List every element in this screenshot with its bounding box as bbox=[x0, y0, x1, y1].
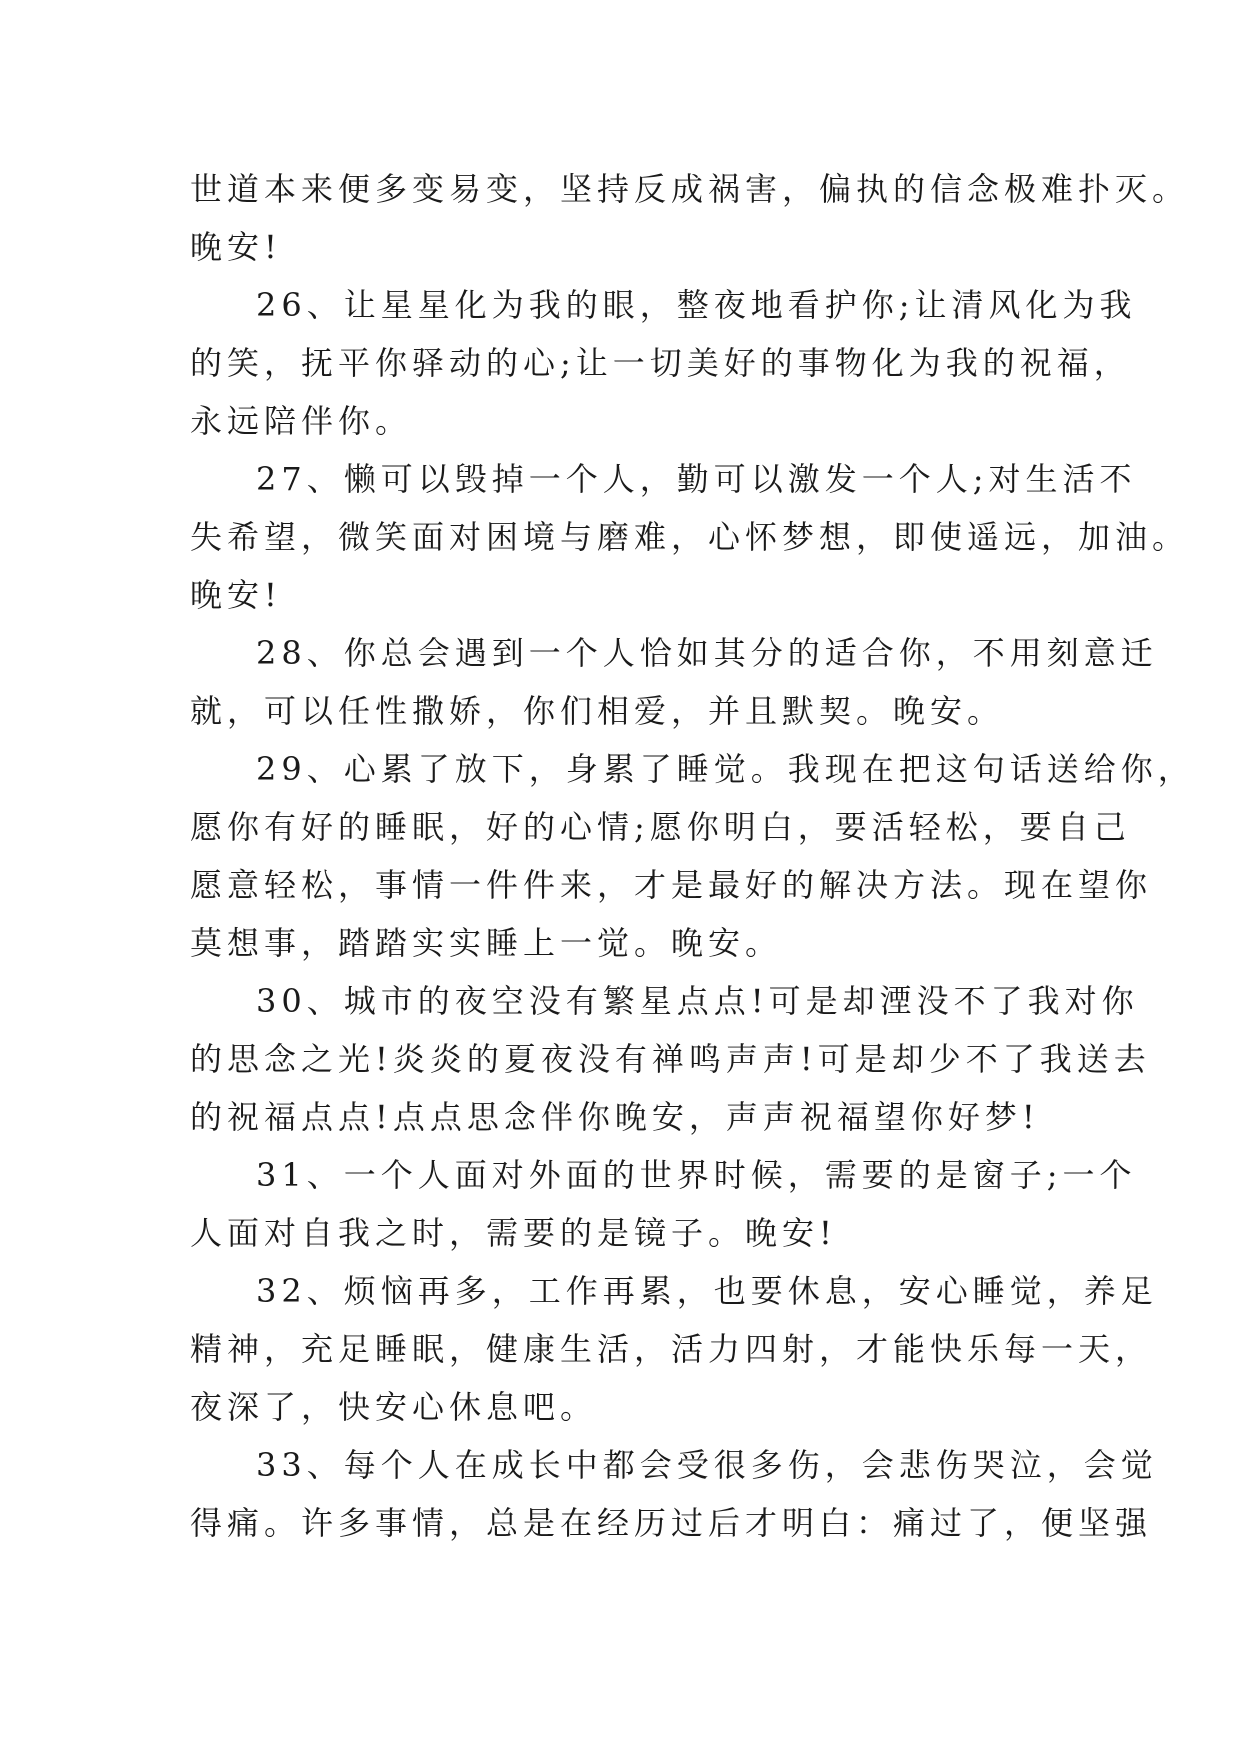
text-line: 失希望，微笑面对困境与磨难，心怀梦想，即使遥远，加油。 bbox=[190, 518, 1190, 556]
paragraph-start-30: 30、城市的夜空没有繁星点点!可是却湮没不了我对你 bbox=[256, 982, 1139, 1020]
text-line: 晚安! bbox=[190, 576, 282, 614]
paragraph-start-26: 26、让星星化为我的眼，整夜地看护你;让清风化为我 bbox=[256, 286, 1137, 324]
text-line: 愿你有好的睡眠，好的心情;愿你明白，要活轻松，要自己 bbox=[190, 808, 1131, 846]
text-line: 得痛。许多事情，总是在经历过后才明白：痛过了，便坚强 bbox=[190, 1504, 1153, 1542]
text-line: 晚安! bbox=[190, 228, 282, 266]
text-line: 夜深了，快安心休息吧。 bbox=[190, 1388, 598, 1426]
text-line: 永远陪伴你。 bbox=[190, 402, 413, 440]
text-line: 的祝福点点!点点思念伴你晚安，声声祝福望你好梦! bbox=[190, 1098, 1040, 1136]
text-line: 就，可以任性撒娇，你们相爱，并且默契。晚安。 bbox=[190, 692, 1005, 730]
text-line: 人面对自我之时，需要的是镜子。晚安! bbox=[190, 1214, 837, 1252]
text-line: 精神，充足睡眠，健康生活，活力四射，才能快乐每一天， bbox=[190, 1330, 1153, 1368]
text-line: 的笑，抚平你驿动的心;让一切美好的事物化为我的祝福， bbox=[190, 344, 1131, 382]
text-line: 莫想事，踏踏实实睡上一觉。晚安。 bbox=[190, 924, 783, 962]
paragraph-start-31: 31、一个人面对外面的世界时候，需要的是窗子;一个 bbox=[256, 1156, 1137, 1194]
document-body bbox=[190, 160, 1195, 1552]
text-line: 的思念之光!炎炎的夏夜没有禅鸣声声!可是却少不了我送去 bbox=[190, 1040, 1151, 1078]
paragraph-start-29: 29、心累了放下，身累了睡觉。我现在把这句话送给你， bbox=[256, 750, 1195, 788]
paragraph-start-33: 33、每个人在成长中都会受很多伤，会悲伤哭泣，会觉 bbox=[256, 1446, 1158, 1484]
text-line: 愿意轻松，事情一件件来，才是最好的解决方法。现在望你 bbox=[190, 866, 1153, 904]
paragraph-start-27: 27、懒可以毁掉一个人，勤可以激发一个人;对生活不 bbox=[256, 460, 1137, 498]
text-line: 世道本来便多变易变，坚持反成祸害，偏执的信念极难扑灭。 bbox=[190, 170, 1190, 208]
paragraph-start-28: 28、你总会遇到一个人恰如其分的适合你，不用刻意迁 bbox=[256, 634, 1158, 672]
paragraph-start-32: 32、烦恼再多，工作再累，也要休息，安心睡觉，养足 bbox=[256, 1272, 1158, 1310]
